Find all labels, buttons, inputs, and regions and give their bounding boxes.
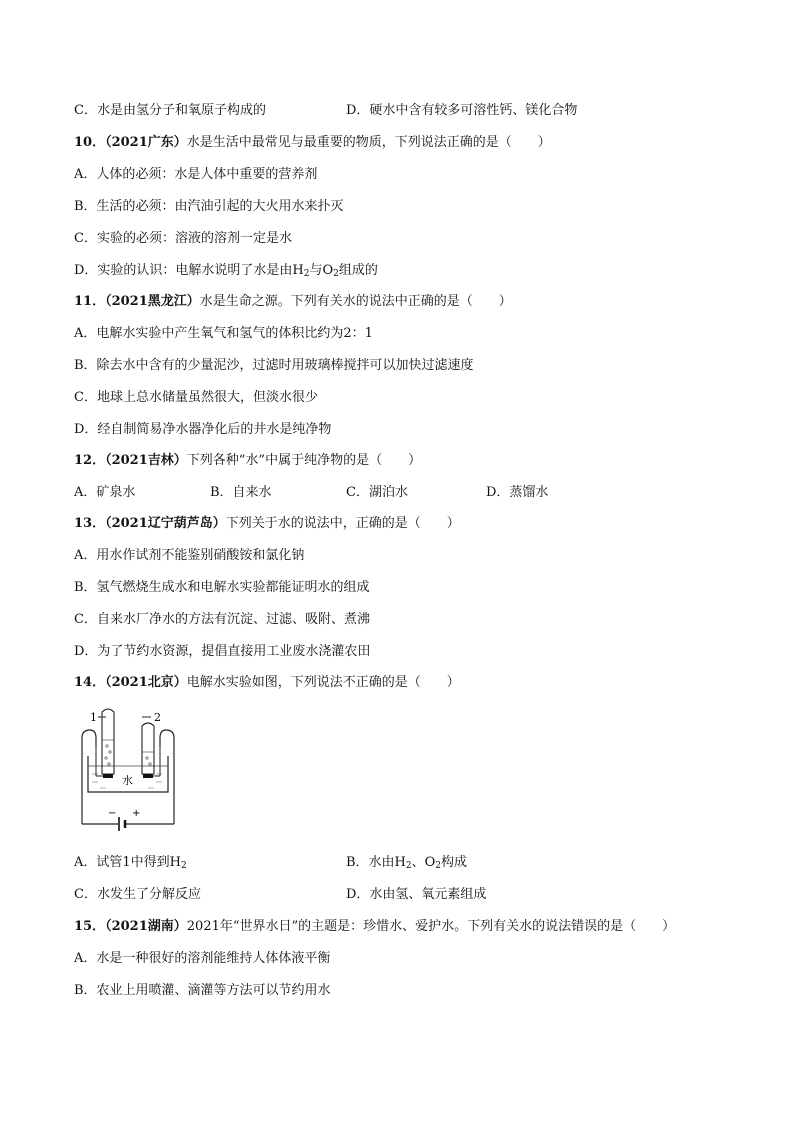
q10-option-a: A．人体的必须：水是人体中重要的营养剂 [74, 167, 318, 182]
subscript: 2 [405, 861, 412, 871]
q15-option-a: A．水是一种很好的溶剂能维持人体体液平衡 [74, 951, 331, 966]
gas-bubbles [105, 745, 151, 765]
question-source: （2021吉林） [105, 453, 187, 468]
q10-option-c: C．实验的必须：溶液的溶剂一定是水 [74, 231, 292, 246]
question-number: 15． [74, 919, 106, 934]
left-wire [82, 730, 96, 824]
question-source: （2021北京） [105, 675, 187, 690]
question-number: 11． [74, 294, 106, 309]
subscript: 2 [181, 861, 187, 871]
question-stem: 2021年“世界水日”的主题是：珍惜水、爱护水。下列有关水的说法错误的是（ ） [186, 919, 676, 934]
question-source: （2021湖南） [105, 919, 187, 934]
subscript: 2 [333, 269, 339, 279]
q15-option-b: B．农业上用喷灌、滴灌等方法可以节约用水 [74, 983, 331, 998]
option-text: 、O [411, 855, 436, 870]
q11-option-c: C．地球上总水储量虽然很大，但淡水很少 [74, 390, 318, 405]
option-text: B．水由H [346, 855, 406, 870]
option-text: 组成的 [338, 263, 378, 278]
question-13 [74, 514, 460, 534]
q13-option-b: B．氢气燃烧生成水和电解水实验都能证明水的组成 [74, 580, 370, 595]
q13-option-a: A．用水作试剂不能鉴别硝酸铵和氯化钠 [74, 548, 305, 563]
question-stem: 水是生命之源。下列有关水的说法中正确的是（ ） [199, 294, 512, 309]
subscript: 2 [303, 269, 310, 279]
q12-option-a: A．矿泉水 [74, 485, 136, 500]
q14-option-c: C．水发生了分解反应 [74, 887, 201, 902]
q12-option-b: B．自来水 [210, 485, 272, 500]
electrode-right [143, 774, 153, 778]
q12-option-d: D．蒸馏水 [486, 485, 549, 500]
question-source: （2021黑龙江） [105, 294, 200, 309]
option-text: 构成 [441, 855, 468, 870]
tube-2-label: 2 [154, 711, 161, 724]
question-stem: 水是生活中最常见与最重要的物质，下列说法正确的是（ ） [186, 135, 551, 150]
q10-option-b: B．生活的必须：由汽油引起的大火用水来扑灭 [74, 199, 344, 214]
right-wire [160, 730, 174, 824]
question-11 [74, 292, 512, 312]
q13-option-c: C．自来水厂净水的方法有沉淀、过滤、吸附、煮沸 [74, 612, 370, 627]
q11-option-d: D．经自制简易净水器净化后的井水是纯净物 [74, 422, 332, 437]
q14-option-a [74, 853, 187, 873]
water-label: 水 [122, 774, 133, 787]
electrolysis-apparatus-figure [72, 704, 184, 836]
question-number: 10． [74, 135, 106, 150]
plus-sign: + [132, 808, 141, 819]
question-stem: 下列关于水的说法中，正确的是（ ） [225, 516, 460, 531]
q12-option-c: C．湖泊水 [346, 485, 408, 500]
question-15 [74, 917, 675, 937]
question-source: （2021辽宁葫芦岛） [105, 516, 226, 531]
subscript: 2 [435, 861, 442, 871]
q14-option-b [346, 853, 467, 873]
question-stem: 下列各种“水”中属于纯净物的是（ ） [186, 453, 422, 468]
question-14 [74, 673, 460, 693]
option-text: 与O [309, 263, 334, 278]
question-number: 14． [74, 675, 106, 690]
question-10 [74, 133, 551, 153]
q11-option-b: B．除去水中含有的少量泥沙，过滤时用玻璃棒搅拌可以加快过滤速度 [74, 358, 474, 373]
electrode-left [103, 774, 113, 778]
question-12 [74, 451, 421, 471]
minus-sign: − [108, 808, 117, 819]
option-text: A．试管1中得到H [74, 855, 181, 870]
question-number: 12． [74, 453, 106, 468]
question-stem: 电解水实验如图，下列说法不正确的是（ ） [186, 675, 460, 690]
tube-1-label: 1 [90, 711, 97, 724]
option-text: D．实验的认识：电解水说明了水是由H [74, 263, 304, 278]
q9-option-d: D．硬水中含有较多可溶性钙、镁化合物 [346, 103, 578, 118]
q9-option-c: C．水是由氢分子和氧原子构成的 [74, 103, 266, 118]
q11-option-a: A．电解水实验中产生氧气和氢气的体积比约为2：1 [74, 326, 373, 341]
q10-option-d [74, 261, 378, 281]
question-source: （2021广东） [105, 135, 187, 150]
q13-option-d: D．为了节约水资源，提倡直接用工业废水浇灌农田 [74, 644, 371, 659]
q14-option-d: D．水由氢、氧元素组成 [346, 887, 487, 902]
question-number: 13． [74, 516, 106, 531]
